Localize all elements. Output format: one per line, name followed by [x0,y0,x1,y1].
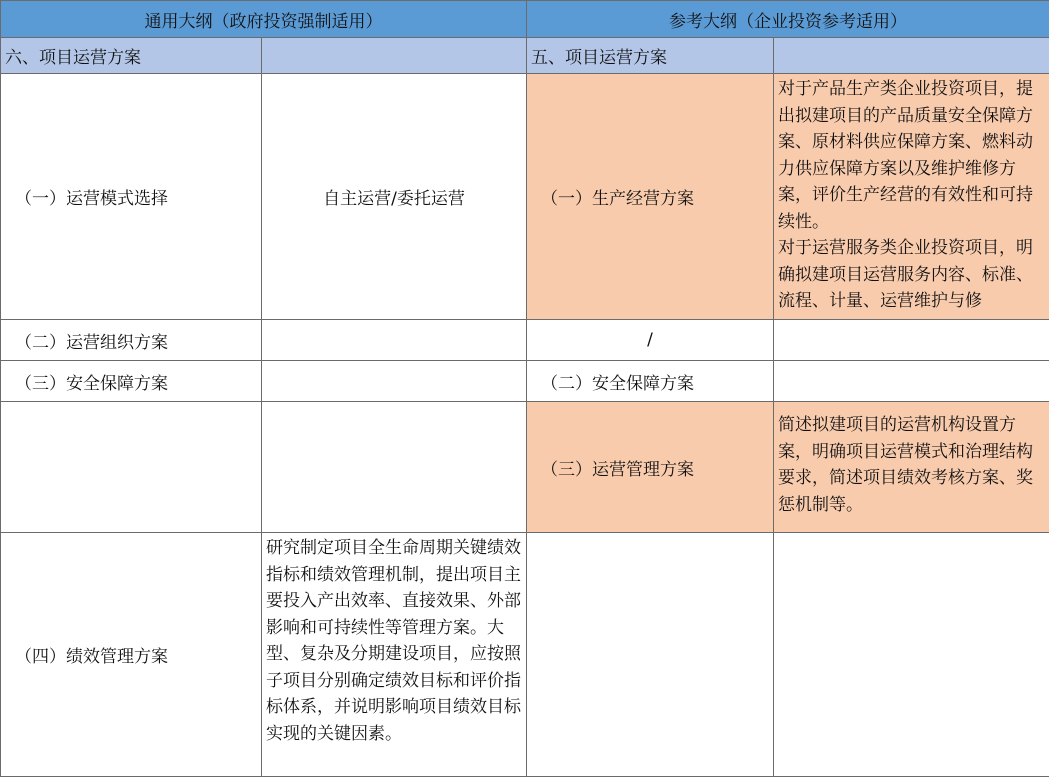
enterprise-content [774,533,1049,777]
gov-content [262,361,527,402]
gov-label: （四）绩效管理方案 [1,533,262,777]
enterprise-label [527,533,774,777]
enterprise-label: （二）安全保障方案 [527,361,774,402]
gov-content [262,320,527,361]
table-row [1,533,1049,777]
enterprise-label: / [527,320,774,361]
table-row [1,361,1049,402]
table-row [1,74,1049,320]
enterprise-label: （三）运营管理方案 [527,402,774,533]
enterprise-paragraph: 对于运营服务类企业投资项目，明确拟建项目运营服务内容、标准、流程、计量、运营维护与修 [778,238,1033,311]
gov-label [1,402,262,533]
gov-content: 研究制定项目全生命周期关键绩效指标和绩效管理机制，提出项目主要投入产出效率、直接效果、外部影响和可持续性等管理方案。大型、复杂及分期建设项目，应按照子项目分别确定绩效目标和评价指标体系，并说明影响项目绩效目标实现的关键因素。 [262,533,527,777]
enterprise-content [774,320,1049,361]
header-enterprise: 参考大纲（企业投资参考适用） [527,1,1049,38]
header-gov: 通用大纲（政府投资强制适用） [1,1,527,38]
section-blank-gov [262,38,527,74]
enterprise-content [774,361,1049,402]
section-blank-enterprise [774,38,1049,74]
gov-label: （三）安全保障方案 [1,361,262,402]
gov-label: （一）运营模式选择 [1,74,262,320]
enterprise-content: 简述拟建项目的运营机构设置方案，明确项目运营模式和治理结构要求，简述项目绩效考核方案、奖惩机制等。 [774,402,1049,533]
gov-content: 自主运营/委托运营 [262,74,527,320]
section-row [1,38,1049,74]
enterprise-label: （一）生产经营方案 [527,74,774,320]
section-title-enterprise: 五、项目运营方案 [527,38,774,74]
table-row [1,402,1049,533]
section-title-gov: 六、项目运营方案 [1,38,262,74]
header-row [1,1,1049,38]
gov-content [262,402,527,533]
gov-label: （二）运营组织方案 [1,320,262,361]
enterprise-paragraph: 对于产品生产类企业投资项目，提出拟建项目的产品质量安全保障方案、原材料供应保障方案、燃料动力供应保障方案以及维护维修方案，评价生产经营的有效性和可持续性。 [778,79,1033,232]
enterprise-content [774,74,1049,320]
table-row [1,320,1049,361]
